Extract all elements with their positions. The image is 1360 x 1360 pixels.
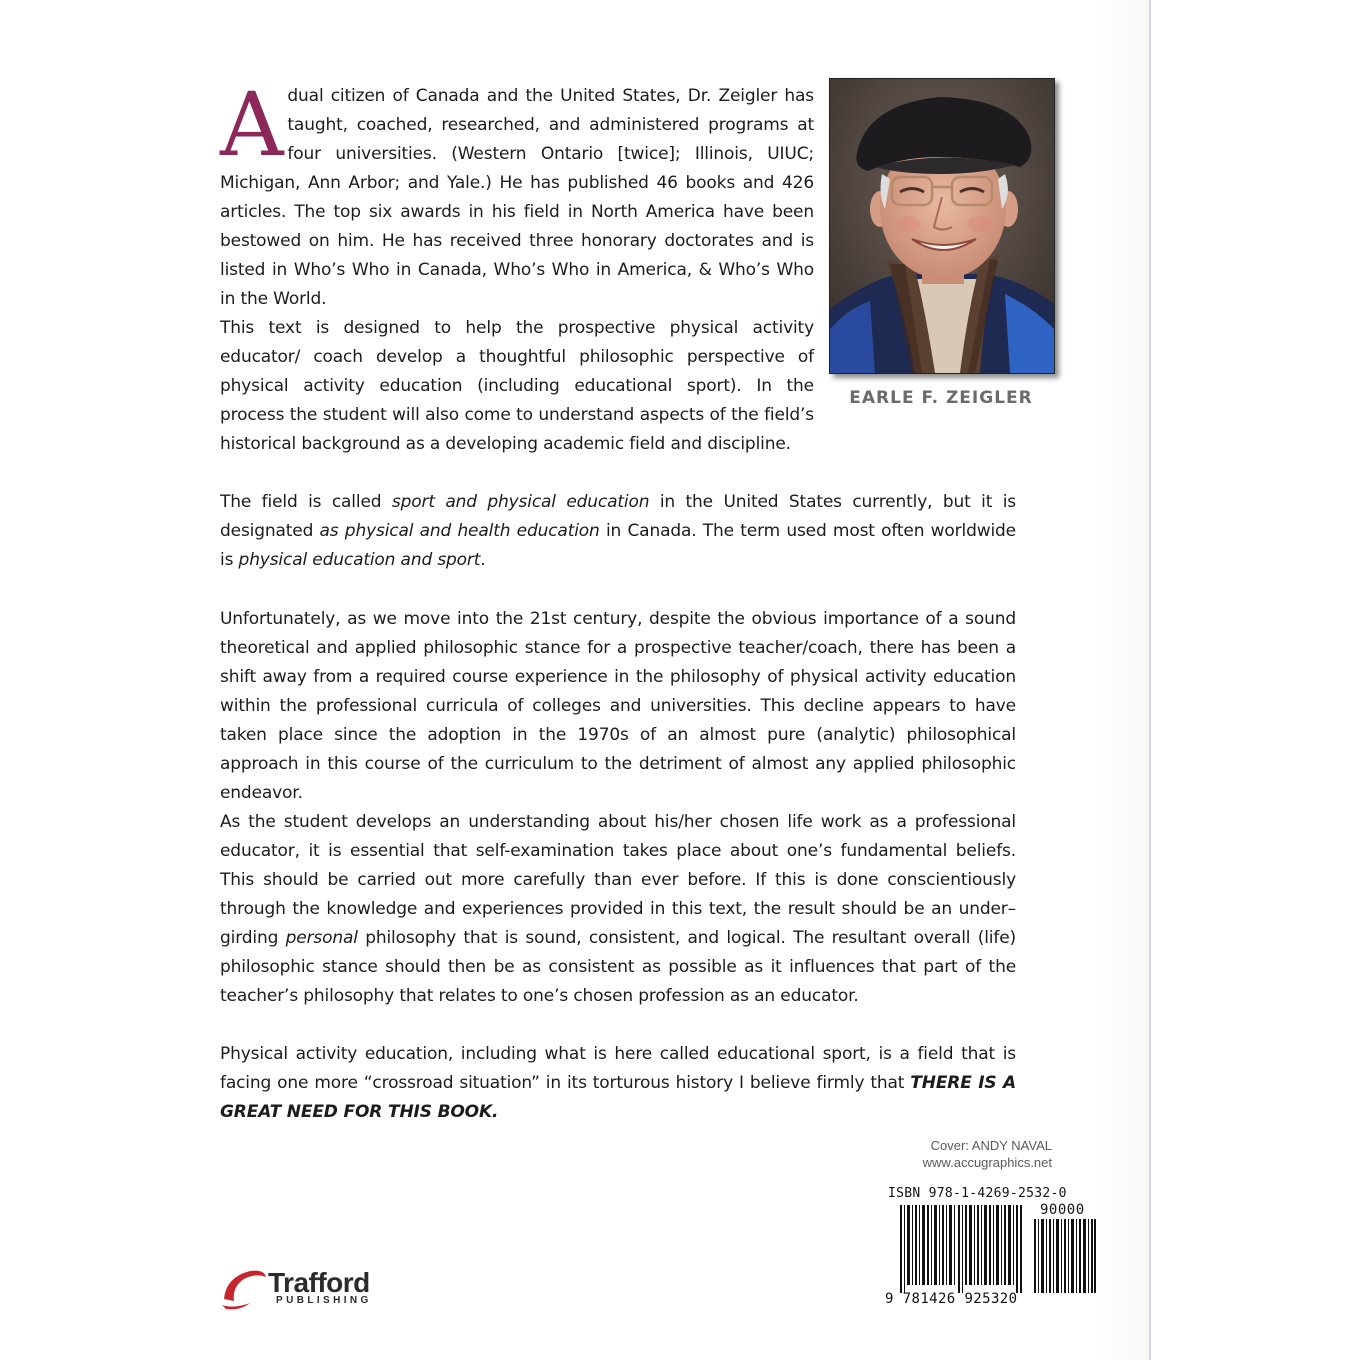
- publisher-tagline: PUBLISHING: [276, 1295, 372, 1306]
- barcode-price-addon: 90000: [1040, 1202, 1085, 1218]
- closing-emphasis: THERE IS A GREAT NEED FOR THIS BOOK.: [220, 1073, 1017, 1122]
- publisher-name: Trafford: [268, 1267, 370, 1298]
- selfexam-text-1: As the student develops an understanding about his/her chosen life work as a professional educator, it is essential that self-examination takes place about one’s fundamental beliefs. This should be carried out more carefully than ever before. If this is done conscientiously through the knowledge and experiences provided in this text, the result should be an under–girding: [220, 812, 1016, 948]
- bio-text: dual citizen of Canada and the United States, Dr. Zeigler has taught, coached, researched, and administered programs at four universities. (Western Ontario [twice]; Illinois, UIUC; Michigan, Ann Arbor; and Yale.) He has published 46 books and 426 articles. The top six awards in his field in North America have been bestowed on him. He has received three honorary doctorates and is listed in Who’s Who in Canada, Who’s Who in America, & Who’s Who in the World.: [220, 86, 814, 309]
- selfexam-text-2: philosophy that is sound, consistent, and logical. The resultant overall (life) philosophic stance should then be as consistent as possible as it influences that part of the teacher’s philosophy that relates to one’s chosen profession as an educator.: [220, 928, 1016, 1006]
- publisher-logo: [220, 1265, 410, 1311]
- terms-paragraph: [220, 488, 1016, 575]
- intro-paragraph: [220, 314, 814, 459]
- terms-text-4: .: [480, 550, 486, 570]
- cover-credit: Cover: ANDY NAVAL: [930, 1138, 1052, 1153]
- self-examination-paragraph: [220, 808, 1016, 1011]
- terms-text-3: in Canada. The term used most often worldwide is: [220, 521, 1016, 570]
- isbn-label: ISBN 978-1-4269-2532-0: [888, 1186, 1067, 1201]
- trafford-swoosh-icon: [220, 1265, 268, 1311]
- selfexam-emphasis: personal: [285, 928, 358, 948]
- author-portrait-illustration: [830, 79, 1054, 373]
- terms-emphasis-1: sport and physical education: [391, 492, 650, 512]
- author-photo: [829, 78, 1055, 374]
- cover-credit-website: www.accugraphics.net: [922, 1155, 1052, 1170]
- author-photo-caption: EARLE F. ZEIGLER: [849, 388, 1033, 408]
- barcode-digits: 9 781426 925320: [885, 1291, 1018, 1307]
- decline-paragraph: [220, 605, 1016, 808]
- terms-emphasis-2: as physical and health education: [319, 521, 600, 541]
- terms-text-1: The field is called: [220, 492, 392, 512]
- closing-text: Physical activity education, including what is here called educational sport, is a field that is facing one more “crossroad situation” in its torturous history I believe firmly that: [220, 1044, 1016, 1093]
- closing-paragraph: [220, 1040, 1016, 1127]
- drop-cap: A: [220, 73, 284, 176]
- terms-text-2: in the United States currently, but it is designated: [220, 492, 1016, 541]
- price-addon-barcode: [1034, 1219, 1096, 1293]
- terms-emphasis-3: physical education and sport: [238, 550, 481, 570]
- bio-paragraph: [220, 73, 814, 314]
- intro-text: This text is designed to help the prospective physical activity educator/ coach develop a thoughtful philosophic perspective of physical activity education (including educational sport). In the process the student will also come to understand aspects of the field’s historical background as a developing academic field and discipline.: [220, 318, 814, 454]
- page-edge-shade: [1096, 0, 1149, 1360]
- spine-line: [1149, 0, 1151, 1360]
- isbn-barcode: [900, 1205, 1022, 1293]
- decline-text: Unfortunately, as we move into the 21st century, despite the obvious importance of a sound theoretical and applied philosophic stance for a prospective teacher/coach, there has been a shift away from a required course experience in the philosophy of physical activity education within the professional curricula of colleges and universities. This decline appears to have taken place since the adoption in the 1970s of an almost pure (analytic) philosophical approach in this course of the curriculum to the detriment of almost any applied philosophic endeavor.: [220, 609, 1016, 803]
